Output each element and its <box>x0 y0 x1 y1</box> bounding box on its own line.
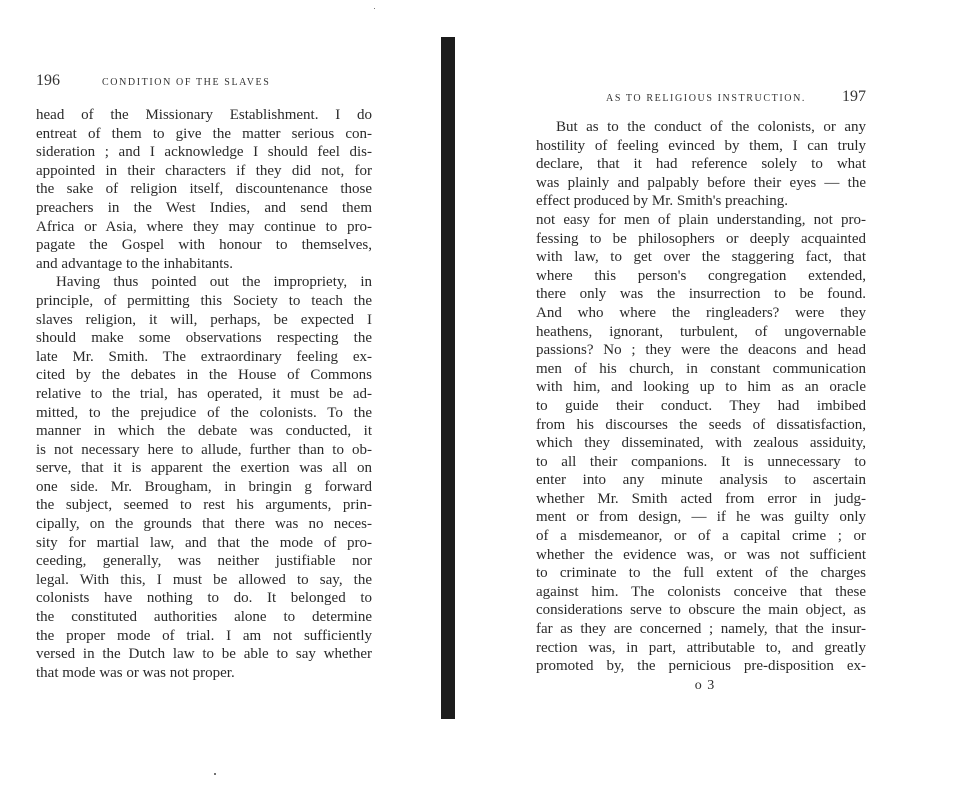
text-line: fessing to be philosophers or deeply acquainted <box>536 230 866 247</box>
text-line: where this person's congregation extended, <box>536 267 866 284</box>
right-page-body <box>536 118 866 676</box>
text-line: against him. The colonists conceive that these <box>536 583 866 600</box>
text-line: Having thus pointed out the impropriety, in <box>56 274 372 291</box>
text-line: with law, to get over the staggering fact, that <box>536 249 866 266</box>
left-page-header <box>36 72 372 90</box>
text-line: But as to the conduct of the colonists, or any <box>556 119 866 135</box>
left-page-number: 196 <box>36 72 60 89</box>
text-line: men of his church, in constant communication <box>536 360 866 377</box>
text-line: is not necessary here to allude, further than to ob- <box>36 441 372 458</box>
text-line: should make some observations respecting the <box>36 330 372 347</box>
text-line: rection was, in part, attributable to, and greatly <box>536 639 866 656</box>
text-line: late Mr. Smith. The extraordinary feeling ex- <box>36 348 372 365</box>
text-line: considerations serve to obscure the main object, as <box>536 602 866 619</box>
text-line: the sake of religion itself, discountenance those <box>36 181 372 198</box>
text-line: and advantage to the inhabitants. <box>36 255 234 272</box>
text-line: sity for martial law, and that the mode of pro- <box>36 534 372 551</box>
text-line: principle, of permitting this Society to teach the <box>36 292 372 309</box>
text-line: ment or from design, — if he was guilty only <box>536 509 866 526</box>
text-line: pagate the Gospel with honour to themselves, <box>36 237 372 254</box>
text-line: whether the evidence was, or was not sufficient <box>536 546 866 563</box>
text-line: relative to the trial, has operated, it must be ad- <box>36 385 372 402</box>
text-line: to criminate to the full extent of the charges <box>536 565 866 582</box>
text-line: passions? No ; they were the deacons and head <box>536 342 866 359</box>
text-line: versed in the Dutch law to be able to say whether <box>36 646 372 663</box>
right-page-number: 197 <box>842 88 866 105</box>
text-line: not easy for men of plain understanding, not pro- <box>536 211 866 228</box>
text-line: to guide their conduct. They had imbibed <box>536 397 866 414</box>
text-line: that mode was or was not proper. <box>36 664 235 681</box>
text-line: legal. With this, I must be allowed to say, the <box>36 571 372 588</box>
left-page <box>36 72 372 682</box>
text-line: cipally, on the grounds that there was no neces- <box>36 516 372 533</box>
text-line: Africa or Asia, where they may continue to pro- <box>36 218 372 235</box>
text-line: serve, that it is apparent the exertion was all on <box>36 460 372 477</box>
text-line: from his discourses the seeds of dissatisfaction, <box>536 416 866 433</box>
text-line: the subject, seemed to rest his arguments, prin- <box>36 497 372 514</box>
book-gutter <box>441 37 455 719</box>
text-line: sideration ; and I acknowledge I should feel dis- <box>36 144 372 161</box>
text-line: mitted, to the prejudice of the colonists. To the <box>36 404 372 421</box>
text-line: hostility of feeling evinced by them, I can truly <box>536 137 866 154</box>
text-line: effect produced by Mr. Smith's preaching. <box>536 193 788 210</box>
text-line: the constituted authorities alone to determine <box>36 609 372 626</box>
text-line: And who where the ringleaders? were they <box>536 304 866 321</box>
text-line: was plainly and palpably before their eyes — the <box>536 174 866 191</box>
scan-speck <box>214 773 216 775</box>
right-page <box>536 88 866 694</box>
text-line: cited by the debates in the House of Commons <box>36 367 372 384</box>
text-line: the proper mode of trial. I am not sufficiently <box>36 627 372 644</box>
text-line: slaves religion, it will, perhaps, be expected I <box>36 311 372 328</box>
text-line: heathens, ignorant, turbulent, of ungovernable <box>536 323 866 340</box>
text-line: far as they are concerned ; namely, that the insur- <box>536 621 866 638</box>
text-line: head of the Missionary Establishment. I do <box>36 107 372 123</box>
text-line: of a misdemeanor, or of a capital crime ; or <box>536 528 866 545</box>
text-line: enter into any minute analysis to ascertain <box>536 472 866 489</box>
text-line: there only was the insurrection to be found. <box>536 286 866 303</box>
text-line: appointed in their characters if they did not, for <box>36 162 372 179</box>
text-line: with him, and looking up to him as an oracle <box>536 379 866 396</box>
text-line: one side. Mr. Brougham, in bringin g forward <box>36 478 372 495</box>
text-line: manner in which the debate was conducted, it <box>36 423 372 440</box>
text-line: promoted by, the pernicious pre-disposition ex- <box>536 658 866 675</box>
right-page-header <box>536 88 866 106</box>
signature-mark: o 3 <box>694 677 716 693</box>
text-line: entreat of them to give the matter serious con- <box>36 125 372 142</box>
text-line: which they disseminated, with zealous assiduity, <box>536 435 866 452</box>
right-running-head: AS TO RELIGIOUS INSTRUCTION. <box>606 93 806 104</box>
text-line: to all their companions. It is unnecessary to <box>536 453 866 470</box>
text-line: whether Mr. Smith acted from error in judg- <box>536 490 866 507</box>
text-line: declare, that it had reference solely to what <box>536 156 866 173</box>
text-line: preachers in the West Indies, and send them <box>36 199 372 216</box>
text-line: ceeding, generally, was neither justifiable nor <box>36 553 372 570</box>
scan-speck <box>374 8 375 9</box>
text-line: colonists have nothing to do. It belonged to <box>36 590 372 607</box>
left-running-head: CONDITION OF THE SLAVES <box>102 77 271 88</box>
left-page-body <box>36 106 372 682</box>
